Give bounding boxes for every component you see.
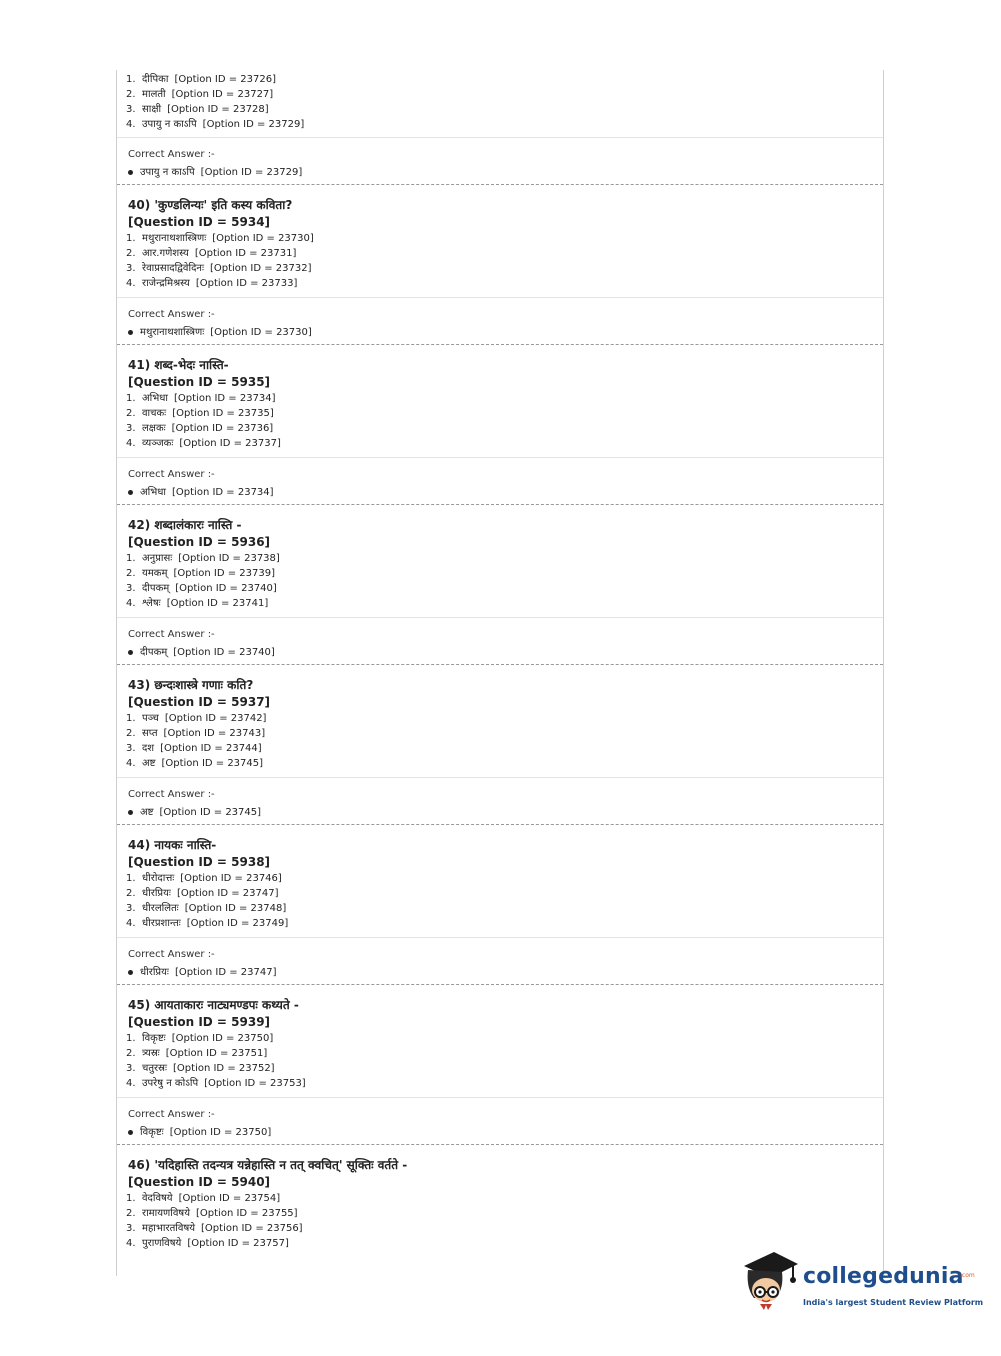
question-42	[117, 505, 883, 665]
option-item: 2. मालती [Option ID = 23727]	[126, 89, 274, 100]
option-item: 3. साक्षी [Option ID = 23728]	[126, 104, 269, 115]
question-id: [Question ID = 5940]	[128, 1175, 271, 1189]
correct-answer-label: Correct Answer :-	[128, 949, 215, 960]
option-item: 1. दीपिका [Option ID = 23726]	[126, 74, 277, 85]
correct-answer-block	[117, 1097, 883, 1145]
correct-answer-item: विकृष्टः [Option ID = 23750]	[128, 1125, 883, 1140]
option-item: 4. पुराणविषये [Option ID = 23757]	[126, 1238, 289, 1249]
option-item: 2. रामायणविषये [Option ID = 23755]	[126, 1208, 298, 1219]
correct-answer-item: अष्ट [Option ID = 23745]	[128, 805, 883, 820]
correct-answer-block	[117, 777, 883, 825]
correct-answer-block	[117, 137, 883, 185]
option-list	[117, 1191, 883, 1251]
option-item: 2. आर.गणेशस्य [Option ID = 23731]	[126, 248, 297, 259]
correct-answer-label: Correct Answer :-	[128, 469, 215, 480]
question-text: 46) 'यदिहास्ति तदन्यत्र यन्नेहास्ति न तत् क्वचित्' सूक्तिः वर्तते -	[128, 1158, 408, 1172]
option-item: 4. श्लेषः [Option ID = 23741]	[126, 598, 269, 609]
option-item: 4. उपरेषु न कोऽपि [Option ID = 23753]	[126, 1078, 306, 1089]
correct-answer-item: मथुरानाथशास्त्रिणः [Option ID = 23730]	[128, 325, 883, 340]
option-item: 1. धीरोदात्तः [Option ID = 23746]	[126, 873, 282, 884]
question-44	[117, 825, 883, 985]
option-list	[117, 391, 883, 451]
option-item: 3. रेवाप्रसादद्विवेदिनः [Option ID = 23732]	[126, 263, 312, 274]
correct-answer-item: दीपकम् [Option ID = 23740]	[128, 645, 883, 660]
option-item: 2. वाचकः [Option ID = 23735]	[126, 408, 274, 419]
option-list	[117, 871, 883, 931]
correct-answer-label: Correct Answer :-	[128, 1109, 215, 1120]
option-list	[117, 70, 883, 132]
question-text: 41) शब्द-भेदः नास्ति-	[128, 358, 229, 372]
question-40	[117, 185, 883, 345]
option-item: 2. त्र्यस्रः [Option ID = 23751]	[126, 1048, 268, 1059]
question-id: [Question ID = 5938]	[128, 855, 271, 869]
question-id: [Question ID = 5934]	[128, 215, 271, 229]
correct-answer-label: Correct Answer :-	[128, 629, 215, 640]
correct-answer-item: उपायु न काऽपि [Option ID = 23729]	[128, 165, 883, 180]
correct-answer-block	[117, 617, 883, 665]
question-46	[117, 1145, 883, 1251]
option-item: 3. दश [Option ID = 23744]	[126, 743, 262, 754]
option-item: 4. राजेन्द्रमिश्रस्य [Option ID = 23733]	[126, 278, 298, 289]
question-text: 42) शब्दालंकारः नास्ति -	[128, 518, 242, 532]
question-id: [Question ID = 5939]	[128, 1015, 271, 1029]
option-item: 1. पञ्च [Option ID = 23742]	[126, 713, 267, 724]
correct-answer-block	[117, 457, 883, 505]
option-item: 1. मथुरानाथशास्त्रिणः [Option ID = 23730]	[126, 233, 314, 244]
option-item: 4. अष्ट [Option ID = 23745]	[126, 758, 264, 769]
option-item: 2. सप्त [Option ID = 23743]	[126, 728, 266, 739]
option-item: 1. विकृष्टः [Option ID = 23750]	[126, 1033, 274, 1044]
question-text: 40) 'कुण्डलिन्यः' इति कस्य कविता?	[128, 198, 293, 212]
option-item: 4. धीरप्रशान्तः [Option ID = 23749]	[126, 918, 289, 929]
correct-answer-label: Correct Answer :-	[128, 149, 215, 160]
option-item: 1. अनुप्रासः [Option ID = 23738]	[126, 553, 280, 564]
question-text: 45) आयताकारः नाट्यमण्डपः कथ्यते -	[128, 998, 299, 1012]
question-id: [Question ID = 5935]	[128, 375, 271, 389]
option-item: 3. महाभारतविषये [Option ID = 23756]	[126, 1223, 303, 1234]
question-id: [Question ID = 5936]	[128, 535, 271, 549]
correct-answer-label: Correct Answer :-	[128, 309, 215, 320]
prev-question-tail	[117, 70, 883, 185]
option-item: 3. दीपकम् [Option ID = 23740]	[126, 583, 277, 594]
option-item: 2. यमकम् [Option ID = 23739]	[126, 568, 276, 579]
option-item: 1. वेदविषये [Option ID = 23754]	[126, 1193, 281, 1204]
option-item: 4. उपायु न काऽपि [Option ID = 23729]	[126, 119, 305, 130]
option-item: 1. अभिधा [Option ID = 23734]	[126, 393, 276, 404]
option-list	[117, 231, 883, 291]
question-id: [Question ID = 5937]	[128, 695, 271, 709]
question-41	[117, 345, 883, 505]
option-item: 4. व्यञ्जकः [Option ID = 23737]	[126, 438, 281, 449]
brand-tagline: India's largest Student Review Platform	[803, 1298, 984, 1307]
correct-answer-block	[117, 297, 883, 345]
correct-answer-item: अभिधा [Option ID = 23734]	[128, 485, 883, 500]
correct-answer-label: Correct Answer :-	[128, 789, 215, 800]
correct-answer-item: धीरप्रियः [Option ID = 23747]	[128, 965, 883, 980]
option-list	[117, 1031, 883, 1091]
question-45	[117, 985, 883, 1145]
option-item: 3. धीरललितः [Option ID = 23748]	[126, 903, 287, 914]
question-43	[117, 665, 883, 825]
exam-page	[116, 70, 884, 1276]
collegedunia-logo[interactable]	[740, 1248, 984, 1318]
question-text: 44) नायकः नास्ति-	[128, 838, 217, 852]
option-item: 2. धीरप्रियः [Option ID = 23747]	[126, 888, 279, 899]
correct-answer-block	[117, 937, 883, 985]
option-item: 3. लक्षकः [Option ID = 23736]	[126, 423, 274, 434]
option-list	[117, 711, 883, 771]
question-text: 43) छन्दःशास्त्रे गणाः कति?	[128, 678, 254, 692]
brand-suffix: .com	[960, 1272, 975, 1279]
option-item: 3. चतुरस्रः [Option ID = 23752]	[126, 1063, 275, 1074]
graduate-mascot-icon	[740, 1248, 802, 1318]
brand-name: collegedunia	[803, 1264, 964, 1289]
option-list	[117, 551, 883, 611]
